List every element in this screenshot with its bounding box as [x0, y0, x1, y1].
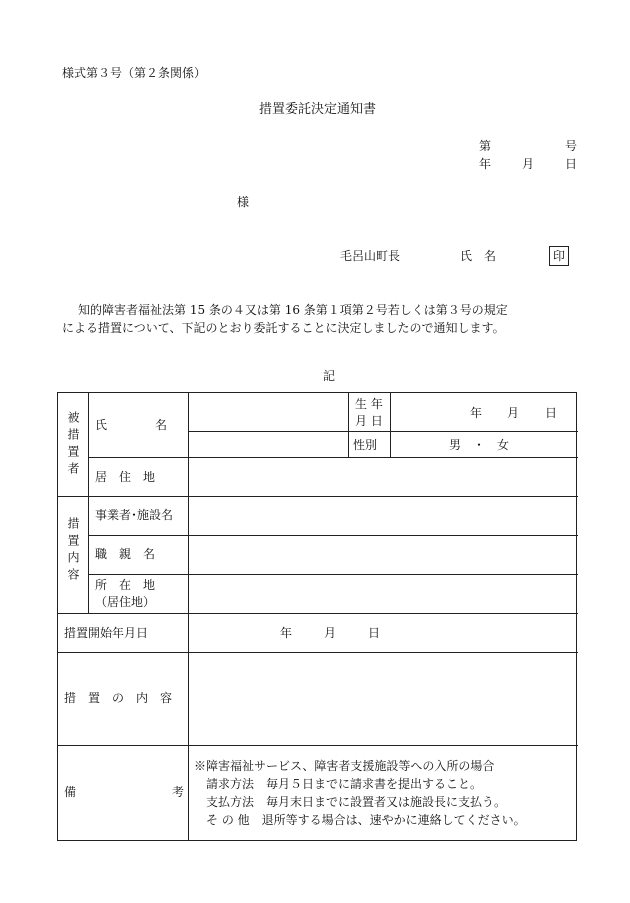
line-v-label: [188, 393, 189, 840]
birth-year: 年: [470, 406, 483, 420]
notice-table: [57, 392, 577, 841]
line-h-start-details: [58, 652, 578, 653]
subject-group-label: 被措置者: [66, 411, 80, 479]
start-date-label: 措置開始年月日: [64, 626, 149, 640]
remarks-line-3: 支払方法 毎月末日までに設置者又は施設長に支払う。: [206, 795, 507, 809]
birth-label-1: 生 年: [355, 397, 383, 411]
sex-label: 性別: [353, 438, 378, 452]
doc-number-prefix: 第: [479, 139, 492, 153]
document-title: 措置委託決定通知書: [259, 102, 377, 117]
issuer-name: 毛呂山町長: [340, 249, 401, 263]
remarks-label-end: 考: [172, 785, 185, 799]
body-line-1: 知的障害者福祉法第 15 条の４又は第 16 条第１項第２号若しくは第３号の規定: [78, 303, 508, 317]
seal-stamp: 印: [549, 246, 569, 266]
line-h-staff-location: [88, 574, 578, 575]
content-group-label: 措置内容: [66, 517, 80, 585]
sex-value: 男 ・ 女: [449, 438, 510, 452]
name-label: 氏 名: [95, 418, 168, 432]
remarks-line-1: ※障害福祉サービス、障害者支援施設等への入所の場合: [194, 759, 495, 773]
birth-day: 日: [545, 406, 558, 420]
doc-number-suffix: 号: [565, 139, 578, 153]
line-h-birth-sex: [188, 431, 578, 432]
issuer-name-label: 氏 名: [460, 249, 497, 263]
remarks-line-4: そ の 他 退所等する場合は、速やかに連絡してください。: [206, 813, 526, 827]
remarks-line-2: 請求方法 毎月５日までに請求書を提出すること。: [206, 777, 483, 791]
address-label: 居 住 地: [95, 470, 156, 484]
start-year: 年: [280, 626, 293, 640]
body-line-2: による措置について、下記のとおり委託することに決定しましたので通知します。: [62, 321, 505, 335]
line-v-group: [88, 393, 89, 613]
form-number: 様式第３号（第２条関係）: [62, 66, 207, 80]
date-year: 年: [479, 157, 492, 171]
line-h-details-remarks: [58, 745, 578, 746]
location-label: 所 在 地: [95, 578, 156, 592]
location-sub-label: （居住地）: [95, 595, 156, 609]
birth-label-2: 月 日: [355, 414, 383, 428]
recipient-suffix: 様: [237, 195, 250, 209]
date-month: 月: [522, 157, 535, 171]
line-h-facility-staff: [88, 535, 578, 536]
start-month: 月: [324, 626, 337, 640]
staff-label: 職 親 名: [95, 547, 156, 561]
ki-label: 記: [323, 369, 336, 383]
line-h-subject-content: [58, 496, 578, 497]
line-v-birth-right: [390, 393, 391, 457]
details-label: 措 置 の 内 容: [64, 691, 173, 705]
start-day: 日: [368, 626, 381, 640]
date-day: 日: [565, 157, 578, 171]
line-h-content-start: [58, 613, 578, 614]
line-v-birth-left: [348, 393, 349, 457]
line-h-name-address: [88, 457, 578, 458]
remarks-label-start: 備: [64, 785, 77, 799]
facility-label: 事業者･施設名: [95, 508, 174, 522]
birth-month: 月: [507, 406, 520, 420]
